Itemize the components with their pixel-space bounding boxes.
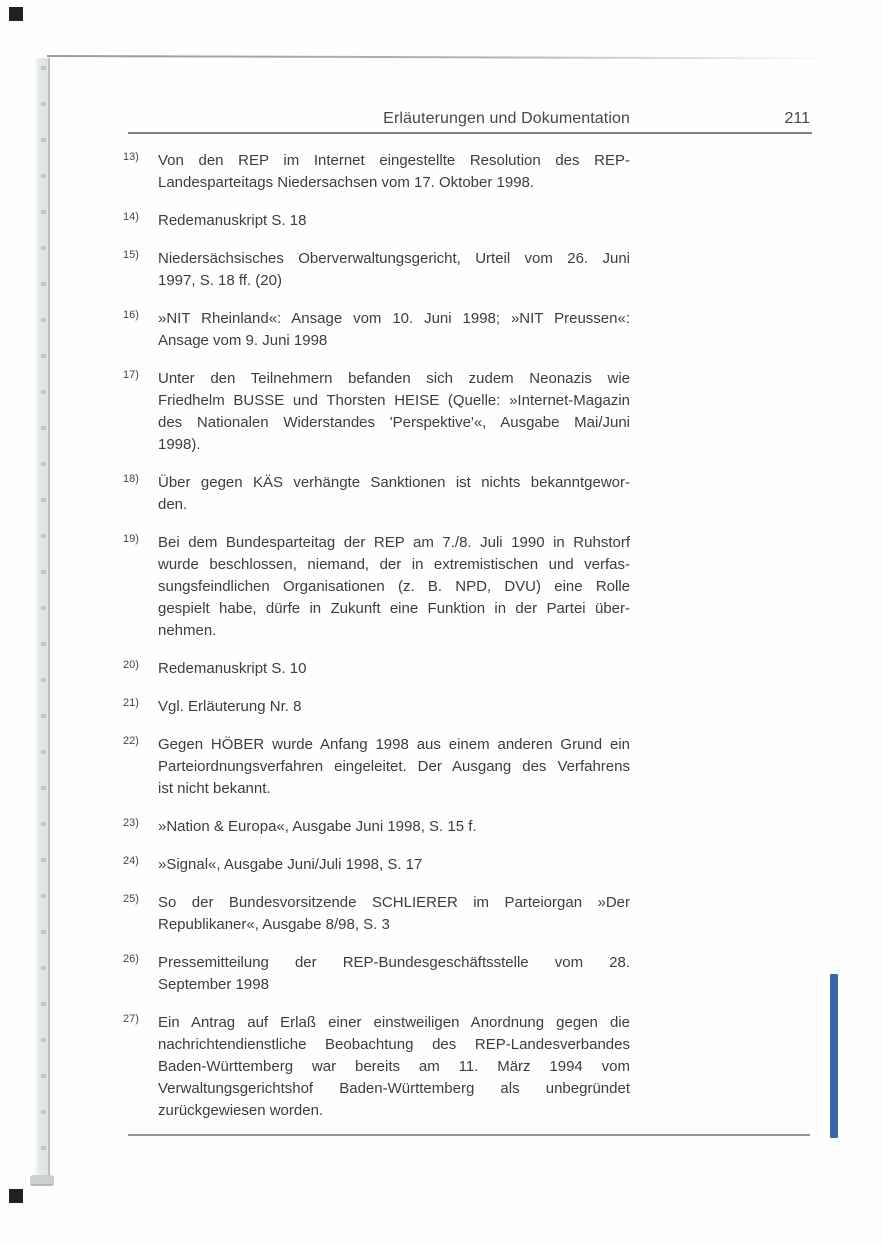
- footnote-line: sungsfeindlichen Organisationen (z. B. NPD, DVU) eine Rolle: [158, 578, 630, 595]
- footnote-text: [158, 734, 630, 800]
- footnote-number: 14): [123, 211, 139, 223]
- footnote-line: Über gegen KÄS verhängte Sanktionen ist nichts bekanntgewor-: [158, 474, 630, 491]
- footnote-line: Pressemitteilung der REP-Bundesgeschäftsstelle vom 28.: [158, 954, 630, 971]
- footnote-number: 27): [123, 1013, 139, 1025]
- footnote-line: wurde beschlossen, niemand, der in extremistischen und verfas-: [158, 556, 630, 573]
- footnote-line: Friedhelm BUSSE und Thorsten HEISE (Quelle: »Internet-Magazin: [158, 392, 630, 409]
- footnote-item: [123, 854, 630, 876]
- footnote-number: 25): [123, 893, 139, 905]
- footnote-item: [123, 1012, 630, 1122]
- footnote-line: Niedersächsisches Oberverwaltungsgericht, Urteil vom 26. Juni: [158, 250, 630, 267]
- footnote-line: Republikaner«, Ausgabe 8/98, S. 3: [158, 916, 390, 933]
- footnote-text: [158, 308, 630, 352]
- footnote-line: Redemanuskript S. 18: [158, 212, 307, 229]
- footnote-line: den.: [158, 496, 188, 513]
- footnote-number: 20): [123, 659, 139, 671]
- footnote-line: Gegen HÖBER wurde Anfang 1998 aus einem anderen Grund ein: [158, 736, 630, 753]
- footnote-line: September 1998: [158, 976, 269, 993]
- footnote-item: [123, 734, 630, 800]
- footnote-number: 23): [123, 817, 139, 829]
- page-edge-marks: [41, 66, 46, 1171]
- header-rule: [128, 132, 812, 134]
- footnote-text: [158, 150, 630, 194]
- footnote-line: Ansage vom 9. Juni 1998: [158, 332, 328, 349]
- scan-corner-mark-top: [9, 7, 23, 21]
- footnote-line: Verwaltungsgerichtshof Baden-Württemberg als unbegründet: [158, 1080, 630, 1097]
- footnote-number: 22): [123, 735, 139, 747]
- footnote-item: [123, 210, 630, 232]
- footnote-text: [158, 248, 630, 292]
- footnote-item: [123, 472, 630, 516]
- footnote-number: 18): [123, 473, 139, 485]
- footnote-line: 1998).: [158, 436, 201, 453]
- footnote-number: 24): [123, 855, 139, 867]
- footnote-line: »NIT Rheinland«: Ansage vom 10. Juni 1998; »NIT Preussen«:: [158, 310, 630, 327]
- footnote-text: [158, 952, 630, 996]
- footnote-item: [123, 532, 630, 642]
- footnote-line: 1997, S. 18 ff. (20): [158, 272, 282, 289]
- footnote-number: 15): [123, 249, 139, 261]
- footnote-text: [158, 696, 630, 718]
- footnote-line: Von den REP im Internet eingestellte Resolution des REP-: [158, 152, 630, 169]
- footnote-item: [123, 658, 630, 680]
- page-top-edge: [47, 55, 855, 60]
- page-edge-bottom: [30, 1175, 54, 1186]
- footnote-line: Baden-Württemberg war bereits am 11. März 1994 vom: [158, 1058, 630, 1075]
- footnote-number: 17): [123, 369, 139, 381]
- footnote-item: [123, 696, 630, 718]
- footnote-item: [123, 816, 630, 838]
- footnote-line: nehmen.: [158, 622, 217, 639]
- scan-corner-mark-bottom: [9, 1189, 23, 1203]
- footnote-number: 13): [123, 151, 139, 163]
- footnote-line: des Nationalen Widerstandes 'Perspektive'«, Ausgabe Mai/Juni: [158, 414, 630, 431]
- footnote-number: 26): [123, 953, 139, 965]
- footnote-number: 21): [123, 697, 139, 709]
- footnote-number: 16): [123, 309, 139, 321]
- footnote-text: [158, 210, 630, 232]
- footnote-text: [158, 532, 630, 642]
- footnote-item: [123, 150, 630, 194]
- footnote-text: [158, 368, 630, 456]
- footnote-number: 19): [123, 533, 139, 545]
- footnote-text: [158, 1012, 630, 1122]
- margin-accent-bar: [830, 974, 838, 1138]
- footnote-line: »Signal«, Ausgabe Juni/Juli 1998, S. 17: [158, 856, 423, 873]
- footnote-text: [158, 658, 630, 680]
- footnote-item: [123, 892, 630, 936]
- footnote-line: zurückgewiesen worden.: [158, 1102, 324, 1119]
- footnote-line: So der Bundesvorsitzende SCHLIERER im Parteiorgan »Der: [158, 894, 630, 911]
- footnote-text: [158, 892, 630, 936]
- footnote-line: ist nicht bekannt.: [158, 780, 271, 797]
- running-header-title: Erläuterungen und Dokumentation: [383, 110, 630, 127]
- footnote-item: [123, 368, 630, 456]
- footnote-line: Parteiordnungsverfahren eingeleitet. Der Ausgang des Verfahrens: [158, 758, 630, 775]
- footnote-item: [123, 308, 630, 352]
- footnote-line: »Nation & Europa«, Ausgabe Juni 1998, S. 15 f.: [158, 818, 477, 835]
- footnote-line: gespielt habe, dürfe in Zukunft eine Funktion in der Partei über-: [158, 600, 630, 617]
- footer-rule: [128, 1134, 810, 1136]
- footnote-list: [123, 150, 630, 1138]
- footnote-line: Unter den Teilnehmern befanden sich zudem Neonazis wie: [158, 370, 630, 387]
- footnote-item: [123, 952, 630, 996]
- footnote-line: Vgl. Erläuterung Nr. 8: [158, 698, 302, 715]
- footnote-line: nachrichtendienstliche Beobachtung des REP-Landesverbandes: [158, 1036, 630, 1053]
- page-number: 211: [784, 110, 810, 127]
- footnote-line: Landesparteitags Niedersachsen vom 17. Oktober 1998.: [158, 174, 535, 191]
- footnote-line: Redemanuskript S. 10: [158, 660, 307, 677]
- footnote-text: [158, 854, 630, 876]
- footnote-line: Ein Antrag auf Erlaß einer einstweiligen Anordnung gegen die: [158, 1014, 630, 1031]
- footnote-text: [158, 816, 630, 838]
- footnote-line: Bei dem Bundesparteitag der REP am 7./8. Juli 1990 in Ruhstorf: [158, 534, 630, 551]
- footnote-item: [123, 248, 630, 292]
- footnote-text: [158, 472, 630, 516]
